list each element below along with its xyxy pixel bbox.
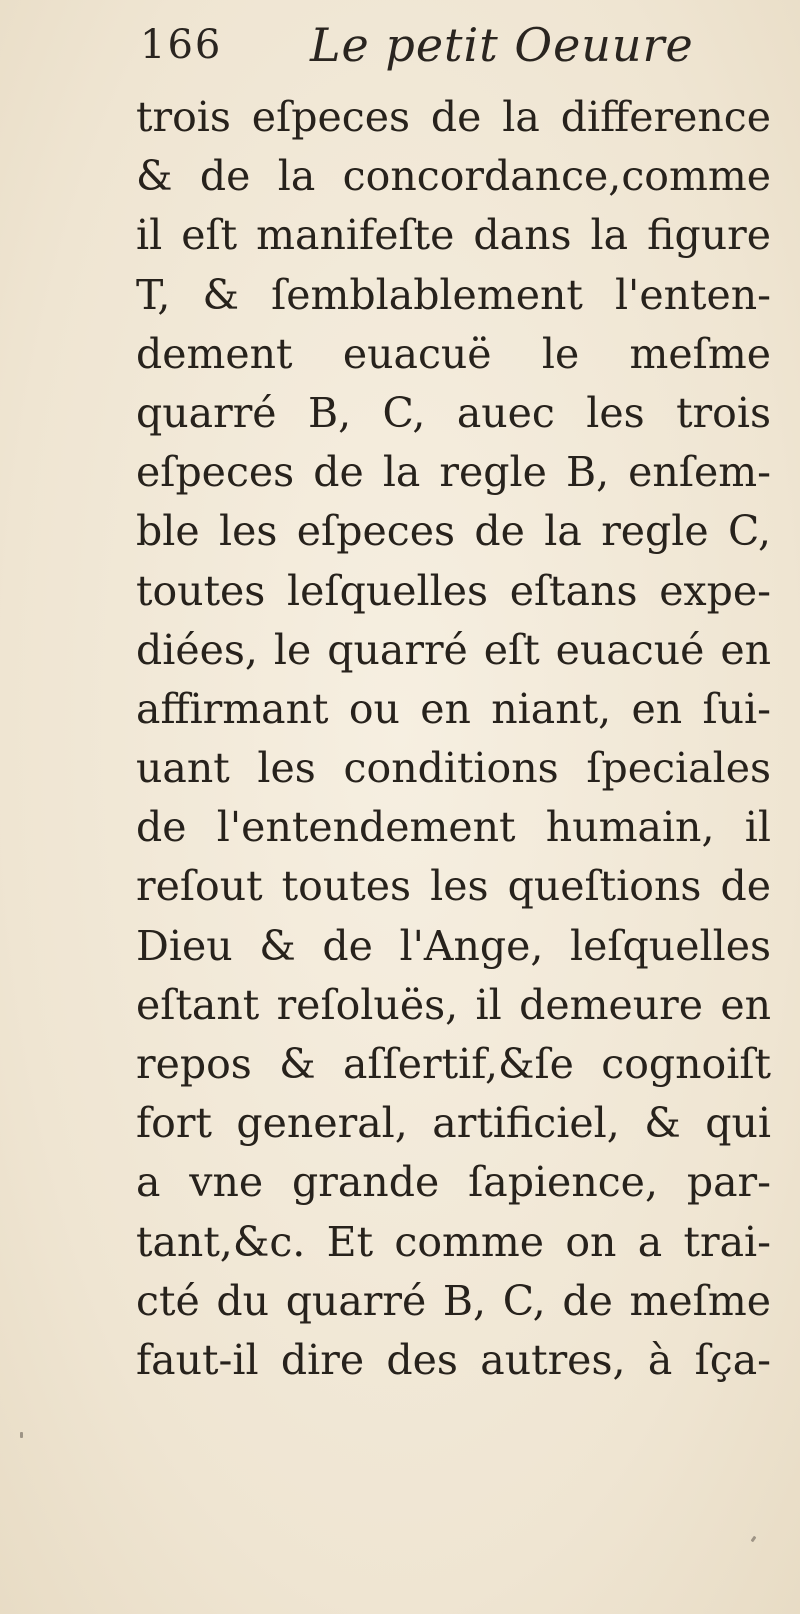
running-title: Le petit Oeuure (310, 18, 694, 72)
text-line: il eſt manifeſte dans la figure (136, 211, 771, 260)
text-line: diées, le quarré eſt euacué en (136, 625, 771, 674)
page-number: 166 (140, 22, 223, 68)
ink-speck (20, 1432, 23, 1438)
text-line: de l'entendement humain, il (136, 803, 771, 852)
text-line: fort general, artificiel, & qui (136, 1099, 771, 1148)
text-line: cté du quarré B, C, de meſme (136, 1276, 771, 1325)
text-line: a vne grande ſapience, par- (136, 1158, 771, 1207)
text-line: eſtant reſoluës, il demeure en (136, 980, 771, 1029)
text-line: Dieu & de l'Ange, leſquelles (136, 921, 771, 970)
text-line: dement euacuë le meſme (136, 329, 771, 378)
text-line: T, & ſemblablement l'enten- (136, 270, 771, 319)
text-line: toutes leſquelles eſtans expe- (136, 566, 771, 615)
text-line: affirmant ou en niant, en ſui- (136, 684, 771, 733)
text-line: & de la concordance,comme (136, 152, 771, 201)
text-line: reſout toutes les queſtions de (136, 862, 771, 911)
text-line: repos & aſſertif,&ſe cognoiſt (136, 1040, 771, 1088)
text-line: ble les eſpeces de la regle C, (136, 507, 771, 556)
text-line: tant,&c. Et comme on a trai- (136, 1217, 771, 1266)
ink-speck (751, 1536, 757, 1543)
text-line: uant les conditions ſpeciales (136, 744, 771, 793)
text-line: eſpeces de la regle B, enſem- (136, 448, 771, 497)
text-line: trois eſpeces de la difference (136, 93, 771, 141)
page-header (140, 18, 760, 78)
text-line: faut-il dire des autres, à ſça- (136, 1335, 771, 1384)
text-line: quarré B, C, auec les trois (136, 388, 771, 437)
body-text (136, 88, 771, 1390)
